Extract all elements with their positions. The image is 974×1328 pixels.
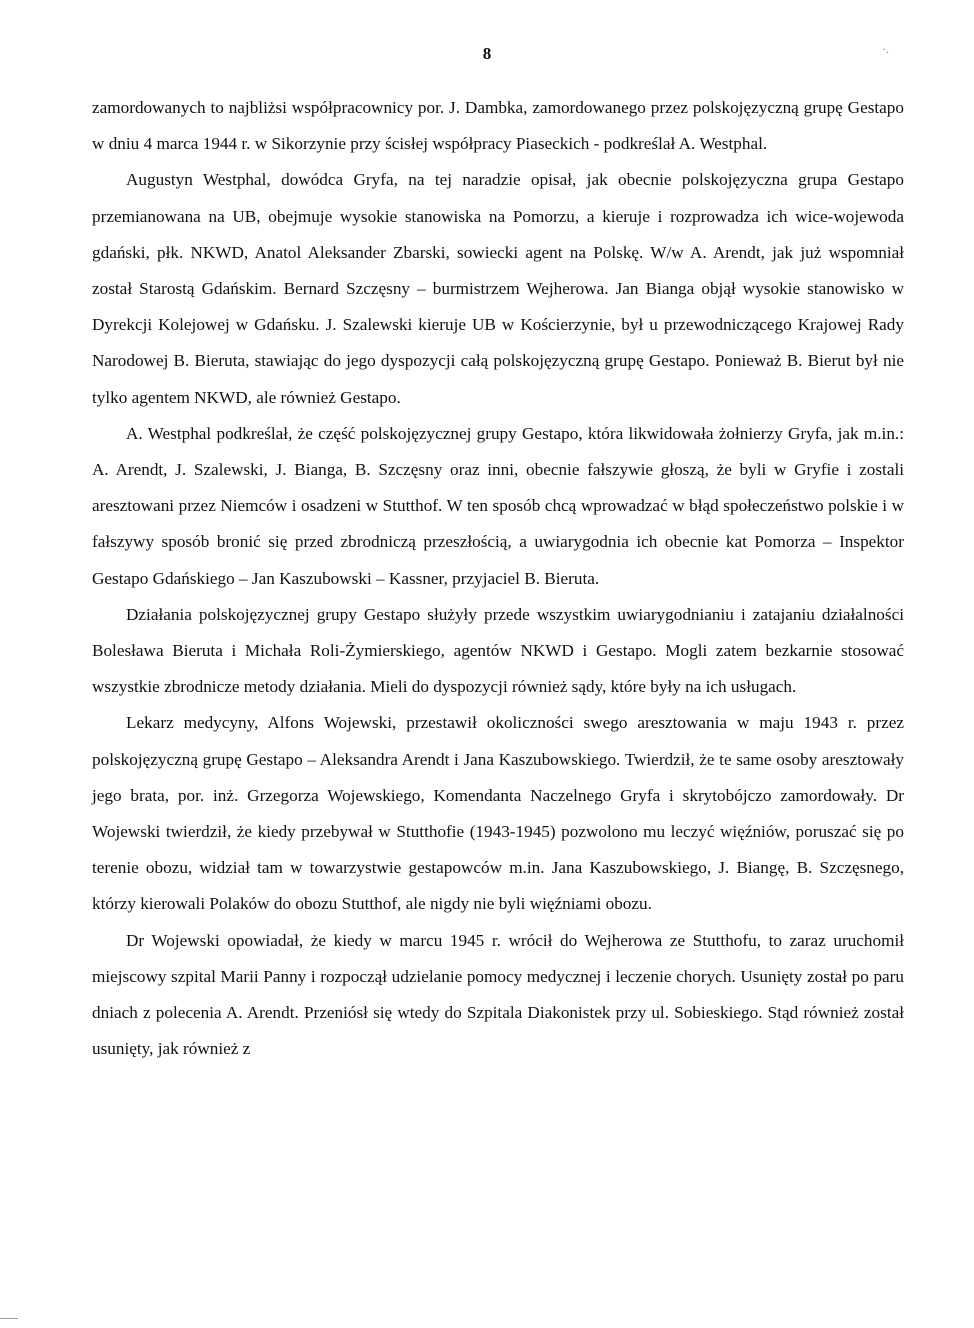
scan-artifact: ·. xyxy=(882,42,889,56)
paragraph-2: Augustyn Westphal, dowódca Gryfa, na tej naradzie opisał, jak obecnie polskojęzyczna grupa Gestapo przemianowana na UB, obejmuje wysokie stanowiska na Pomorzu, a kieruje i rozprowadza ich wice-wojewoda gdański, płk. NKWD, Anatol Aleksander Zbarski, sowiecki agent na Polskę. W/w A. Arendt, jak już wspomniał został Starostą Gdańskim. Bernard Szczęsny – burmistrzem Wejherowa. Jan Bianga objął wysokie stanowisko w Dyrekcji Kolejowej w Gdańsku. J. Szalewski kieruje UB w Kościerzynie, był u przewodniczącego Krajowej Rady Narodowej B. Bieruta, stawiając do jego dyspozycji całą polskojęzyczną grupę Gestapo. Ponieważ B. Bierut był nie tylko agentem NKWD, ale również Gestapo. xyxy=(92,170,904,407)
document-body xyxy=(92,90,904,1067)
paragraph-5: Lekarz medycyny, Alfons Wojewski, przestawił okoliczności swego aresztowania w maju 1943 r. przez polskojęzyczną grupę Gestapo – Aleksandra Arendt i Jana Kaszubowskiego. Twierdził, że te same osoby aresztowały jego brata, por. inż. Grzegorza Wojewskiego, Komendanta Naczelnego Gryfa i skrytobójczo zamordowały. Dr Wojewski twierdził, że kiedy przebywał w Stutthofie (1943-1945) pozwolono mu leczyć więźniów, poruszać się po terenie obozu, widział tam w towarzystwie gestapowców m.in. Jana Kaszubowskiego, J. Biangę, B. Szczęsnego, którzy kierowali Polaków do obozu Stutthof, ale nigdy nie byli więźniami obozu. xyxy=(92,713,904,914)
paragraph-4: Działania polskojęzycznej grupy Gestapo służyły przede wszystkim uwiarygodnianiu i zatajaniu działalności Bolesława Bieruta i Michała Roli-Żymierskiego, agentów NKWD i Gestapo. Mogli zatem bezkarnie stosować wszystkie zbrodnicze metody działania. Mieli do dyspozycji również sądy, które były na ich usługach. xyxy=(92,604,904,697)
paragraph-6: Dr Wojewski opowiadał, że kiedy w marcu 1945 r. wrócił do Wejherowa ze Stutthofu, to zaraz uruchomił miejscowy szpital Marii Panny i rozpoczął udzielanie pomocy medycznej i leczenie chorych. Usunięty został po paru dniach z polecenia A. Arendt. Przeniósł się wtedy do Szpitala Diakonistek przy ul. Sobieskiego. Stąd również został usunięty, jak również z xyxy=(92,930,904,1059)
margin-mark xyxy=(0,1318,18,1319)
paragraph-3: A. Westphal podkreślał, że część polskojęzycznej grupy Gestapo, która likwidowała żołnierzy Gryfa, jak m.in.: A. Arendt, J. Szalewski, J. Bianga, B. Szczęsny oraz inni, obecnie fałszywie głoszą, że byli w Gryfie i zostali aresztowani przez Niemców i osadzeni w Stutthof. W ten sposób chcą wprowadzać w błąd społeczeństwo polskie i w fałszywy sposób bronić się przed zbrodniczą przeszłością, a uwiarygodnia ich obecnie kat Pomorza – Inspektor Gestapo Gdańskiego – Jan Kaszubowski – Kassner, przyjaciel B. Bieruta. xyxy=(92,423,904,588)
paragraph-1: zamordowanych to najbliżsi współpracownicy por. J. Dambka, zamordowanego przez polskojęzyczną grupę Gestapo w dniu 4 marca 1944 r. w Sikorzynie przy ścisłej współpracy Piaseckich - podkreślał A. Westphal. xyxy=(92,98,904,154)
page-number: 8 xyxy=(482,44,492,63)
